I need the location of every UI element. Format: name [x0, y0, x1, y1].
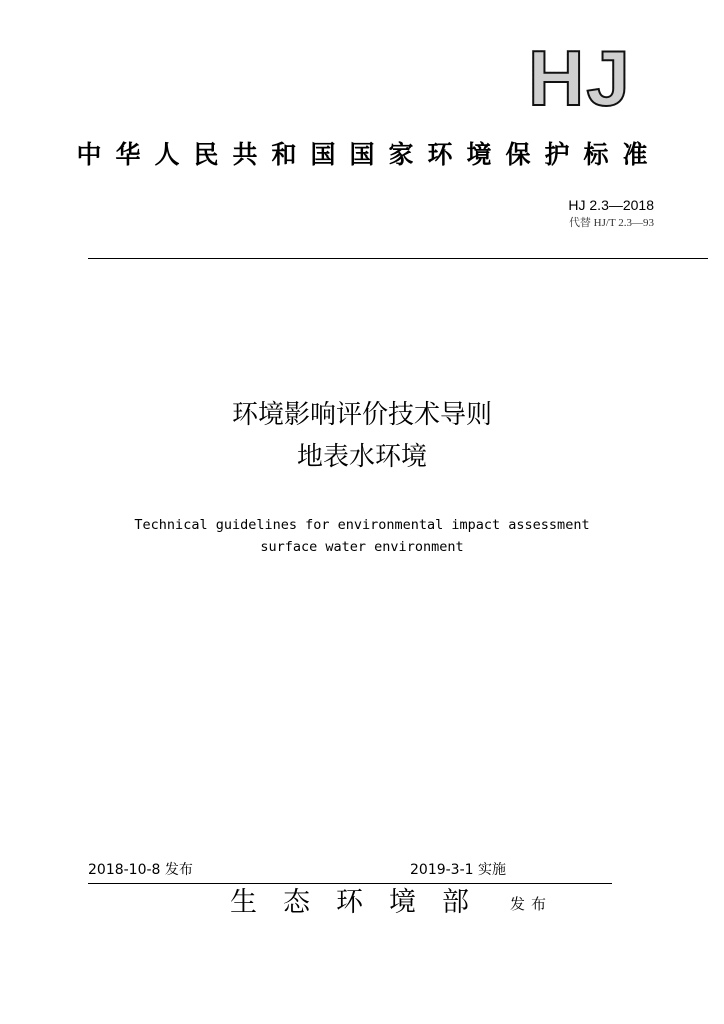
- title-english-line-1: Technical guidelines for environmental impact assessment: [134, 517, 590, 533]
- bottom-divider: [88, 883, 612, 884]
- replaces-standard: 代替 HJ/T 2.3—93: [568, 217, 654, 229]
- top-divider: [88, 258, 708, 259]
- standard-number: HJ 2.3—2018: [568, 197, 654, 213]
- publisher-suffix: 发布: [510, 895, 553, 913]
- implementation-date: 2019-3-1 实施: [410, 862, 506, 878]
- publisher: 生态环境部: [230, 887, 495, 918]
- title-chinese-line-1: 环境影响评价技术导则: [231, 400, 492, 430]
- hj-logo: HJ: [528, 42, 658, 114]
- title-english-line-2: surface water environment: [260, 539, 464, 555]
- title-chinese-line-2: 地表水环境: [296, 442, 427, 472]
- issue-date: 2018-10-8 发布: [88, 862, 193, 878]
- org-title: 中华人民共和国国家环境保护标准: [76, 140, 662, 169]
